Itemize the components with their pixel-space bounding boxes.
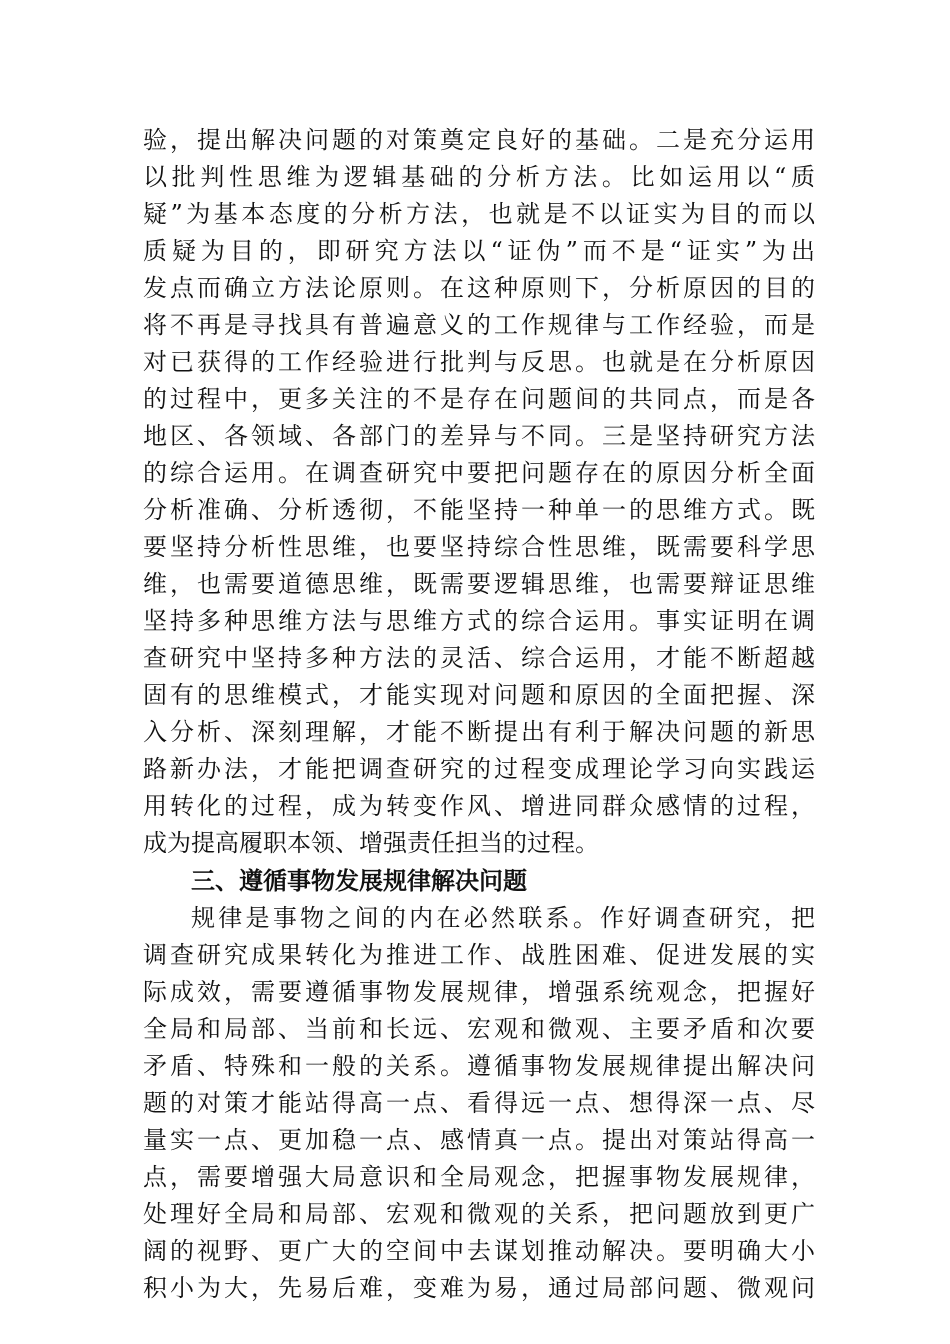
- paragraph-line: 坚持多种思维方法与思维方式的综合运用。事实证明在调: [143, 607, 815, 635]
- paragraph-line: 点，需要增强大局意识和全局观念，把握事物发展规律，: [143, 1163, 815, 1191]
- paragraph-line: 质疑为目的，即研究方法以“证伪”而不是“证实”为出: [143, 237, 815, 265]
- section-heading: 三、遵循事物发展规律解决问题: [191, 867, 527, 895]
- paragraph-line: 成为提高履职本领、增强责任担当的过程。: [143, 829, 599, 857]
- paragraph-line: 对已获得的工作经验进行批判与反思。也就是在分析原因: [143, 348, 815, 376]
- paragraph-line: 地区、各领域、各部门的差异与不同。三是坚持研究方法: [143, 422, 815, 450]
- paragraph-line: 用转化的过程，成为转变作风、增进同群众感情的过程，: [143, 792, 815, 820]
- paragraph-line: 的过程中，更多关注的不是存在问题间的共同点，而是各: [143, 385, 815, 413]
- paragraph-line: 发点而确立方法论原则。在这种原则下，分析原因的目的: [143, 274, 815, 302]
- paragraph-line: 量实一点、更加稳一点、感情真一点。提出对策站得高一: [143, 1126, 815, 1154]
- paragraph-line: 题的对策才能站得高一点、看得远一点、想得深一点、尽: [143, 1089, 815, 1117]
- paragraph-line: 际成效，需要遵循事物发展规律，增强系统观念，把握好: [143, 978, 815, 1006]
- paragraph-line: 将不再是寻找具有普遍意义的工作规律与工作经验，而是: [143, 311, 815, 339]
- paragraph-line: 验，提出解决问题的对策奠定良好的基础。二是充分运用: [143, 126, 815, 154]
- paragraph-line: 疑”为基本态度的分析方法，也就是不以证实为目的而以: [143, 200, 815, 228]
- paragraph-line: 入分析、深刻理解，才能不断提出有利于解决问题的新思: [143, 718, 815, 746]
- paragraph-line: 积小为大，先易后难，变难为易，通过局部问题、微观问: [143, 1274, 815, 1302]
- paragraph-line: 矛盾、特殊和一般的关系。遵循事物发展规律提出解决问: [143, 1052, 815, 1080]
- paragraph-line: 分析准确、分析透彻，不能坚持一种单一的思维方式。既: [143, 496, 815, 524]
- paragraph-line: 规律是事物之间的内在必然联系。作好调查研究，把: [191, 904, 815, 932]
- paragraph-line: 固有的思维模式，才能实现对问题和原因的全面把握、深: [143, 681, 815, 709]
- paragraph-line: 处理好全局和局部、宏观和微观的关系，把问题放到更广: [143, 1200, 815, 1228]
- paragraph-line: 阔的视野、更广大的空间中去谋划推动解决。要明确大小: [143, 1237, 815, 1265]
- paragraph-line: 路新办法，才能把调查研究的过程变成理论学习向实践运: [143, 755, 815, 783]
- paragraph-line: 以批判性思维为逻辑基础的分析方法。比如运用以“质: [143, 163, 815, 191]
- paragraph-line: 要坚持分析性思维，也要坚持综合性思维，既需要科学思: [143, 533, 815, 561]
- paragraph-line: 全局和局部、当前和长远、宏观和微观、主要矛盾和次要: [143, 1015, 815, 1043]
- paragraph-line: 维，也需要道德思维，既需要逻辑思维，也需要辩证思维: [143, 570, 815, 598]
- paragraph-line: 的综合运用。在调查研究中要把问题存在的原因分析全面: [143, 459, 815, 487]
- paragraph-line: 查研究中坚持多种方法的灵活、综合运用，才能不断超越: [143, 644, 815, 672]
- paragraph-line: 调查研究成果转化为推进工作、战胜困难、促进发展的实: [143, 941, 815, 969]
